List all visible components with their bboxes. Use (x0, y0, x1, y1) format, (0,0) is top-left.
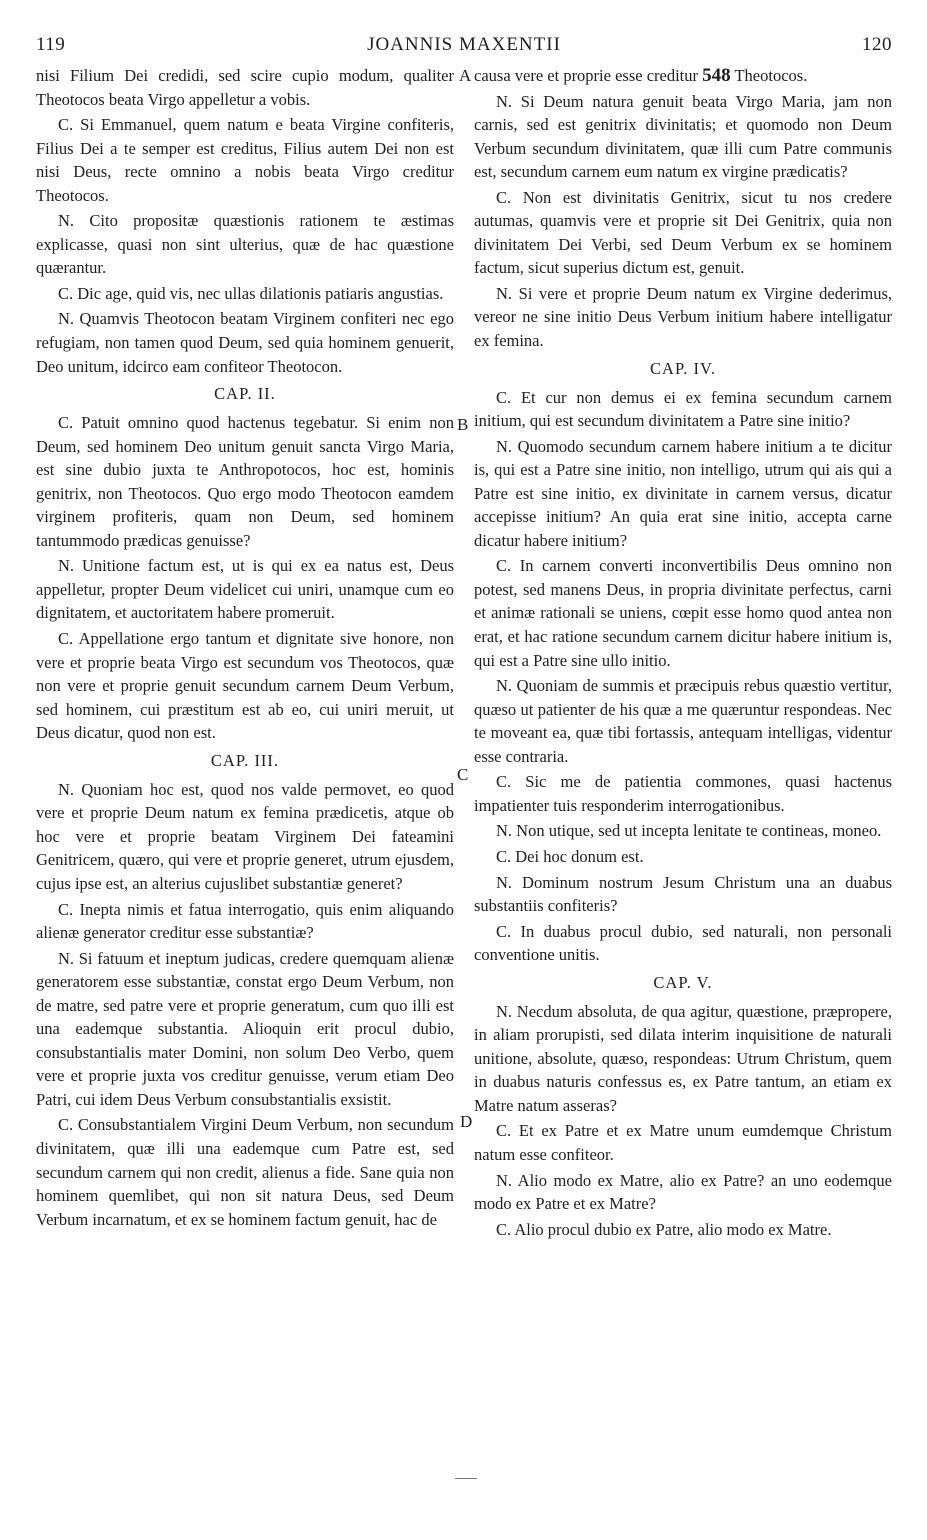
paragraph: N. Alio modo ex Matre, alio ex Patre? an uno eodemque modo ex Patre et ex Matre? (474, 1170, 892, 1214)
paragraph-text: causa vere et proprie esse creditur (474, 66, 699, 85)
chapter-heading: CAP. V. (653, 972, 713, 992)
right-column (474, 64, 892, 1243)
chapter-heading: CAP. III. (210, 750, 280, 770)
paragraph: N. Quoniam de summis et præcipuis rebus quæstio vertitur, quæso ut patienter de his quæ a me quæruntur respondeas. Nec te moveant ea, quæ tibi fortassis, antequam intelligas, videntur esse contraria. (474, 676, 892, 766)
paragraph: N. Dominum nostrum Jesum Christum una an duabus substantiis confiteris? (474, 872, 892, 916)
paragraph: C. In carnem converti inconvertibilis Deus omnino non potest, sed manens Deus, in propria divinitate perfectus, carni et animæ rationali se uniens, cœpit esse homo quod antea non erat, et hac ratione secundum carnem dicitur habere initium is, qui est a Patre sine ullo initio. (474, 556, 892, 670)
paragraph: N. Cito propositæ quæstionis rationem te æstimas explicasse, quasi non sint ulterius, quæ de hac quæstione quærantur. (36, 211, 454, 278)
left-column (36, 64, 454, 1233)
margin-marker-a: A (459, 66, 472, 85)
paragraph-text: Theotocos. (734, 66, 808, 85)
paragraph: N. Unitione factum est, ut is qui ex ea natus est, Deus appelletur, propter Deum videlicet cui uniri, unamque cum eo dignitatem, et auctoritatem habere promeruit. (36, 556, 454, 623)
paragraph: N. Si vere et proprie Deum natum ex Virgine dederimus, vereor ne sine initio Deus Verbum initium habere intelligatur ex femina. (474, 283, 892, 351)
paragraph: N. Necdum absoluta, de qua agitur, quæstione, præpropere, in aliam prorupisti, sed dilata interim inquisitione de naturali unitione, absolute, quæso, respondeas: Utrum Christum, quem in duabus naturis confessus es, ex Patre tantum, an etiam ex Matre natum asseras? (474, 1001, 892, 1115)
chapter-heading: CAP. IV. (650, 358, 716, 378)
paragraph: N. Quomodo secundum carnem habere initium a te dicitur is, qui est a Patre sine initio, non intelligo, utrum qui ais qui a Patre est sine initio, ex divinitate in carnem versus, dicatur accepisse initium? An quia erat sine initio, accepta carne dicatur habere initium? (474, 436, 892, 550)
paragraph: C. Patuit omnino quod hactenus tegebatur. Si enim non Deum, sed hominem Deo unitum genuit sancta Virgo Maria, est sine dubio juxta te Anthropotocos, hoc est, hominis genitrix, non Theotocos. Quo ergo modo Theotocon eamdem virginem profiteris, quam non Deum, sed hominem tantummodo prædicas genuisse? (36, 413, 454, 550)
paragraph: N. Quoniam hoc est, quod nos valde permovet, eo quod vere et proprie Deum natum ex femina prædicetis, atque ob hoc vere et proprie beatam Virginem Dei fateamini Genitricem, quæro, qui vere et proprie generet, utrum ejusdem, cujus ipse est, an alterius cujuslibet substantiæ generet? (36, 779, 454, 893)
paragraph: C. Appellatione ergo tantum et dignitate sive honore, non vere et proprie beata Virgo est secundum vos Theotocos, quæ non vere et proprie genuit secundum carnem Deum Verbum, sed hominem, cui præstitum est ab eo, cui uniri meruit, ut Deus dicatur, quod non est. (36, 629, 454, 743)
chapter-heading: CAP. II. (214, 384, 276, 404)
paragraph: N. Si Deum natura genuit beata Virgo Maria, jam non carnis, sed est genitrix divinitatis; et quomodo non Deum Verbum secundum divinitatem, quæ illi cum Patre communis est, secundum carnem eum natum ex virgine prædicatis? (474, 91, 892, 182)
paragraph: C. Non est divinitatis Genitrix, sicut tu nos credere autumas, quamvis vere et proprie sit Dei Genitrix, quia non divinitatem Dei Verbi, sed Deum Verbum ex se hominem factum, sicut superius dictum est, genuit. (474, 187, 892, 278)
paragraph: N. Quamvis Theotocon beatam Virginem confiteri nec ego refugiam, non tamen quod Deum, sed quia hominem genuerit, Deo unitum, idcirco eam confiteor Theotocon. (36, 309, 454, 376)
paragraph: C. Sic me de patientia commones, quasi hactenus impatienter tuis responderim interrogationibus. (474, 772, 892, 815)
paragraph: C. Dic age, quid vis, nec ullas dilationis patiaris angustias. (58, 283, 444, 303)
margin-marker-d: D (460, 1112, 473, 1131)
page-number-left: 119 (36, 34, 66, 55)
margin-marker-c: C (457, 765, 469, 784)
footer-rule (455, 1478, 477, 1479)
paragraph: nisi Filium Dei credidi, sed scire cupio modum, qualiter Theotocos beata Virgo appelletur a vobis. (36, 66, 454, 109)
paragraph: N. Non utique, sed ut incepta lenitate te contineas, moneo. (496, 821, 882, 841)
page-number-right: 120 (862, 34, 892, 55)
margin-marker-b: B (457, 415, 469, 434)
paragraph: C. Inepta nimis et fatua interrogatio, quis enim aliquando alienæ generator creditur esse substantiæ? (36, 899, 454, 943)
paragraph: C. Consubstantialem Virgini Deum Verbum, non secundum divinitatem, quæ illi una eademque cum Patre est, sed secundum carnem qui non credit, alienus a fide. Sane quia non hominem quemlibet, qui non sit natura Deus, sed Deum Verbum incarnatum, et ex se hominem factum genuit, hac de (36, 1115, 454, 1229)
paragraph (474, 64, 892, 88)
page-header (36, 34, 892, 58)
paragraph: C. Alio procul dubio ex Patre, alio modo ex Matre. (496, 1219, 832, 1239)
paragraph: C. Et cur non demus ei ex femina secundum carnem initium, qui est secundum divinitatem a Patre sine initio? (474, 387, 892, 431)
paragraph: C. Dei hoc donum est. (496, 846, 644, 866)
running-title: JOANNIS MAXENTII (367, 34, 561, 55)
paragraph: C. Si Emmanuel, quem natum e beata Virgine confiteris, Filius Dei a te semper est creditus, Filius autem Dei non est nisi Deus, recte omnino a nobis beata Virgo creditur Theotocos. (36, 115, 454, 205)
column-number: 548 (702, 65, 731, 86)
paragraph: C. In duabus procul dubio, sed naturali, non personali conventione unitis. (474, 921, 892, 965)
paragraph: N. Si fatuum et ineptum judicas, credere quemquam alienæ generatorem esse substantiæ, constat ergo Deum Verbum, non de matre, sed patre vere et proprie generatum, cum quo illi est una eademque substantia. Alioquin erit procul dubio, consubstantialis mater Domini, non solum Deo Verbo, quem vere et proprie juxta vos creditur genuisse, verum etiam Deo Patri, cui idem Deus Verbum consubstantialis exsistit. (36, 948, 454, 1109)
paragraph: C. Et ex Patre et ex Matre unum eumdemque Christum natum esse confiteor. (474, 1121, 892, 1164)
